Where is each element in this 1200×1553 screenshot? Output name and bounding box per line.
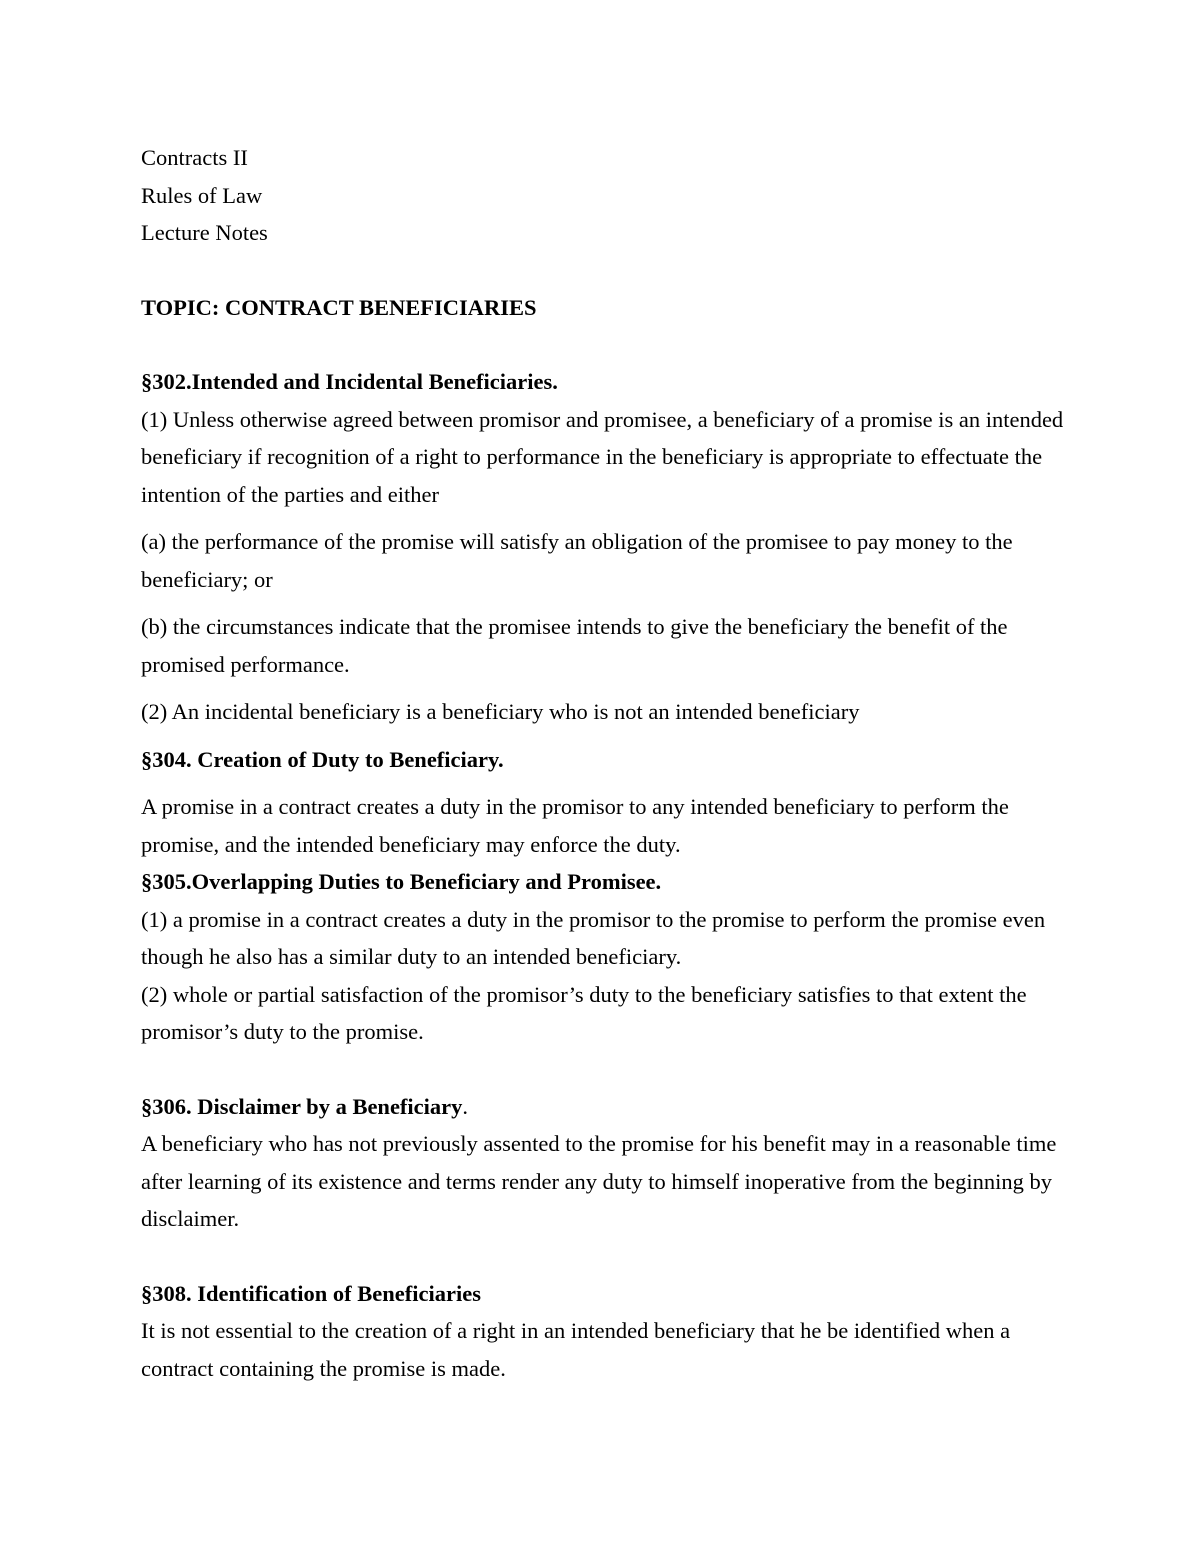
section-302-clause-b: (b) the circumstances indicate that the promisee intends to give the beneficiary the benefit of the promised performance. — [141, 614, 1008, 677]
section-305-heading: §305.Overlapping Duties to Beneficiary and Promisee. — [141, 869, 662, 894]
section-302-paragraph-1: (1) Unless otherwise agreed between promisor and promisee, a beneficiary of a promise is an intended beneficiary if recognition of a right to performance in the beneficiary is appropriate to effectuate the intention of the parties and either — [141, 406, 1064, 507]
course-title: Contracts II — [141, 145, 248, 170]
document-subtitle: Rules of Law — [141, 182, 263, 208]
topic-heading: TOPIC: CONTRACT BENEFICIARIES — [141, 294, 537, 320]
document-type: Lecture Notes — [141, 220, 268, 245]
section-306-heading-line — [141, 1088, 1071, 1126]
section-305-paragraph-1: (1) a promise in a contract creates a duty in the promisor to the promise to perform the promise even though he also has a similar duty to an intended beneficiary. — [141, 906, 1046, 969]
section-306-heading-period: . — [462, 1093, 469, 1119]
section-306-heading: §306. Disclaimer by a Beneficiary — [141, 1093, 463, 1119]
section-304-paragraph: A promise in a contract creates a duty in the promisor to any intended beneficiary to perform the promise, and the intended beneficiary may enforce the duty. — [141, 794, 1009, 857]
section-305-paragraph-2: (2) whole or partial satisfaction of the promisor’s duty to the beneficiary satisfies to that extent the promisor’s duty to the promise. — [141, 981, 1027, 1044]
section-308-paragraph: It is not essential to the creation of a right in an intended beneficiary that he be identified when a contract containing the promise is made. — [141, 1318, 1011, 1381]
section-308-heading: §308. Identification of Beneficiaries — [141, 1280, 481, 1306]
section-302-paragraph-2: (2) An incidental beneficiary is a beneficiary who is not an intended beneficiary — [141, 699, 860, 724]
section-302-clause-a: (a) the performance of the promise will satisfy an obligation of the promisee to pay money to the beneficiary; or — [141, 529, 1013, 592]
section-304-heading: §304. Creation of Duty to Beneficiary. — [141, 746, 504, 772]
document-page — [141, 139, 1071, 1387]
section-306-paragraph: A beneficiary who has not previously assented to the promise for his benefit may in a reasonable time after learning of its existence and terms render any duty to himself inoperative from the beginning by disclaimer. — [141, 1131, 1057, 1231]
section-302-heading: §302.Intended and Incidental Beneficiaries. — [141, 369, 558, 394]
